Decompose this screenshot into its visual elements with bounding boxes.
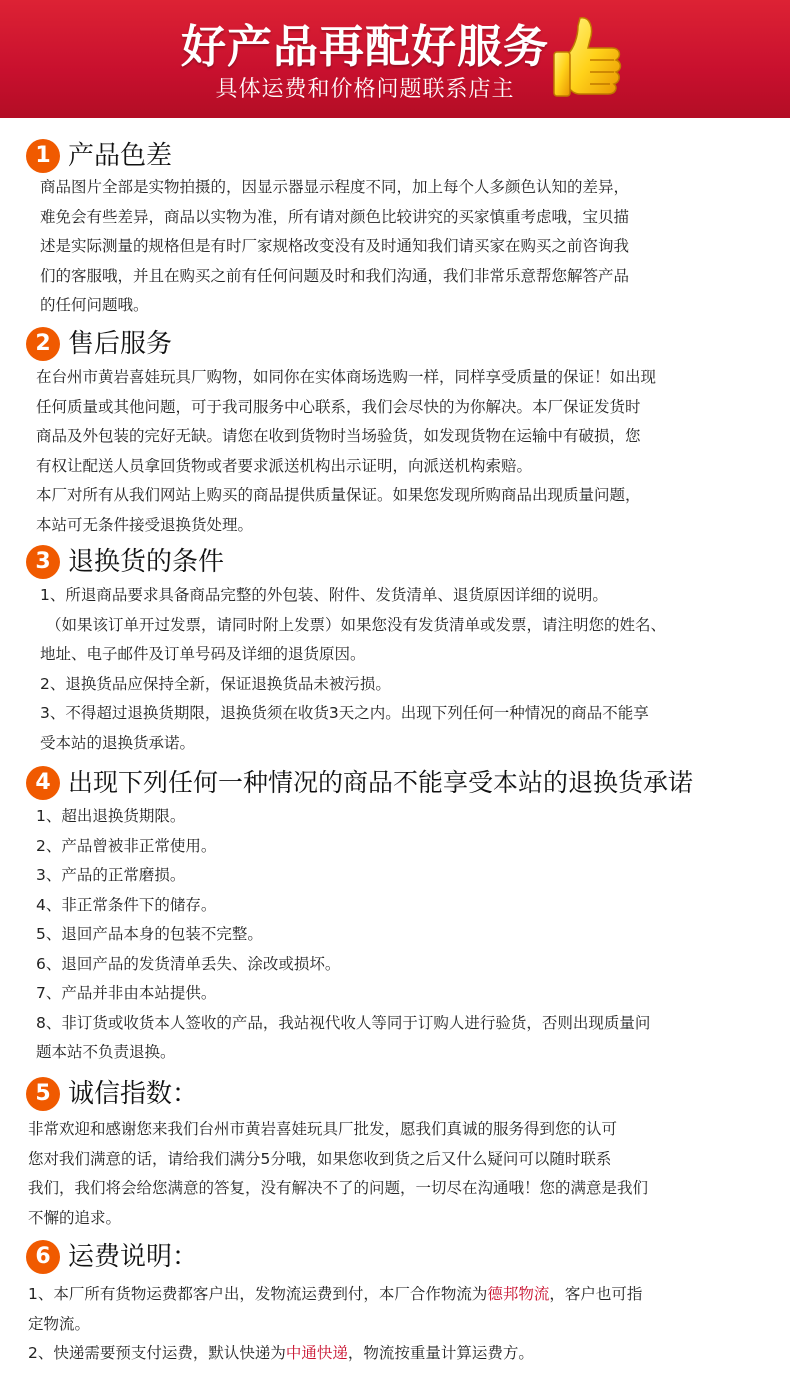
section-number-badge: 1 (26, 139, 60, 173)
paragraph-line: 本站可无条件接受退换货处理。 (36, 515, 254, 534)
section-heading: 售后服务 (68, 329, 173, 359)
paragraph-line: 难免会有些差异，商品以实物为准，所有请对颜色比较讲究的买家慎重考虑哦，宝贝描 (40, 207, 630, 226)
logistics-company-highlight: 德邦物流 (487, 1285, 550, 1303)
paragraph-line: 商品及外包装的完好无缺。请您在收到货物时当场验货，如发现货物在运输中有破损，您 (36, 427, 641, 445)
section-heading: 退换货的条件 (68, 547, 225, 577)
section-heading-row (0, 133, 790, 177)
section-non-returnable-cases (0, 760, 790, 1068)
section-shipping-fee (0, 1234, 790, 1369)
paragraph-line: （如果该订单开过发票，请同时附上发票）如果您没有发货清单或发票，请注明您的姓名、 (46, 615, 667, 634)
list-item: 2、产品曾被非正常使用。 (36, 836, 217, 855)
paragraph-line (28, 1339, 790, 1369)
paragraph-line: 2、退换货品应保持全新，保证退换货品未被污损。 (40, 674, 391, 693)
section-number-badge: 6 (26, 1240, 60, 1274)
courier-highlight: 中通快递 (285, 1344, 348, 1362)
banner-title: 好产品再配好服务 (180, 20, 549, 73)
section-after-sales-service (0, 321, 790, 540)
section-heading-row (0, 760, 790, 804)
paragraph-line: 1、所退商品要求具备商品完整的外包装、附件、发货清单、退货原因详细的说明。 (40, 586, 608, 604)
paragraph-line: 有权让配送人员拿回货物或者要求派送机构出示证明，向派送机构索赔。 (36, 456, 533, 475)
text-span: 1、本厂所有货物运费都客户出，发物流运费到付，本厂合作物流为 (28, 1285, 488, 1303)
paragraph-line: 商品图片全部是实物拍摄的，因显示器显示程度不同，加上每个人多颜色认知的差异， (40, 178, 630, 196)
section-number-badge: 3 (26, 545, 60, 579)
section-heading: 诚信指数： (68, 1079, 199, 1109)
section-number-badge: 2 (26, 327, 60, 361)
thumbs-up-icon (550, 14, 630, 100)
paragraph-line: 受本站的退换货承诺。 (40, 733, 196, 752)
section-heading: 出现下列任何一种情况的商品不能享受本站的退换货承诺 (68, 768, 694, 797)
paragraph-line: 不懈的追求。 (28, 1208, 122, 1227)
section-heading: 运费说明： (68, 1242, 199, 1272)
text-span: ，物流按重量计算运费方。 (347, 1344, 534, 1362)
paragraph-line: 3、不得超过退换货期限，退换货须在收货3天之内。出现下列任何一种情况的商品不能享 (40, 704, 649, 722)
paragraph-line: 非常欢迎和感谢您来我们台州市黄岩喜娃玩具厂批发，愿我们真诚的服务得到您的认可 (28, 1120, 618, 1138)
section-heading-row (0, 321, 790, 365)
section-heading-row (0, 1071, 790, 1115)
section-heading-row (0, 1234, 790, 1278)
list-item: 题本站不负责退换。 (36, 1043, 176, 1061)
list-item: 4、非正常条件下的储存。 (36, 895, 217, 914)
section-integrity-index (0, 1071, 790, 1233)
list-item: 8、非订货或收货本人签收的产品，我站视代收人等同于订购人进行验货，否则出现质量问 (36, 1013, 651, 1032)
header-banner (0, 0, 790, 118)
section-product-color-difference (0, 133, 790, 321)
list-item: 1、超出退换货期限。 (36, 807, 186, 825)
list-item: 6、退回产品的发货清单丢失、涂改或损坏。 (36, 954, 341, 973)
paragraph-line: 定物流。 (28, 1314, 91, 1333)
list-item: 7、产品并非由本站提供。 (36, 984, 217, 1002)
paragraph-line: 地址、电子邮件及订单号码及详细的退货原因。 (40, 645, 366, 663)
paragraph-line: 的任何问题哦。 (40, 296, 149, 314)
paragraph-line (28, 1280, 790, 1310)
banner-subtitle: 具体运费和价格问题联系店主 (215, 77, 515, 102)
list-item: 5、退回产品本身的包装不完整。 (36, 925, 263, 943)
section-heading: 产品色差 (68, 141, 173, 171)
paragraph-line: 您对我们满意的话，请给我们满分5分哦，如果您收到货之后又什么疑问可以随时联系 (28, 1149, 612, 1168)
section-number-badge: 5 (26, 1077, 60, 1111)
paragraph-line: 我们，我们将会给您满意的答复，没有解决不了的问题，一切尽在沟通哦！您的满意是我们 (28, 1179, 649, 1197)
section-heading-row (0, 539, 790, 583)
paragraph-line: 任何质量或其他问题，可于我司服务中心联系，我们会尽快的为你解决。本厂保证发货时 (36, 397, 641, 416)
section-return-conditions (0, 539, 790, 758)
text-span: 2、快递需要预支付运费，默认快递为 (28, 1344, 286, 1362)
paragraph-line: 们的客服哦，并且在购买之前有任何问题及时和我们沟通，我们非常乐意帮您解答产品 (40, 266, 630, 285)
text-span: ，客户也可指 (549, 1285, 643, 1303)
paragraph-line: 述是实际测量的规格但是有时厂家规格改变没有及时通知我们请买家在购买之前咨询我 (40, 237, 630, 255)
paragraph-line: 在台州市黄岩喜娃玩具厂购物，如同你在实体商场选购一样，同样享受质量的保证！如出现 (36, 368, 657, 386)
section-number-badge: 4 (26, 766, 60, 800)
list-item: 3、产品的正常磨损。 (36, 866, 186, 884)
paragraph-line: 本厂对所有从我们网站上购买的商品提供质量保证。如果您发现所购商品出现质量问题， (36, 486, 641, 504)
